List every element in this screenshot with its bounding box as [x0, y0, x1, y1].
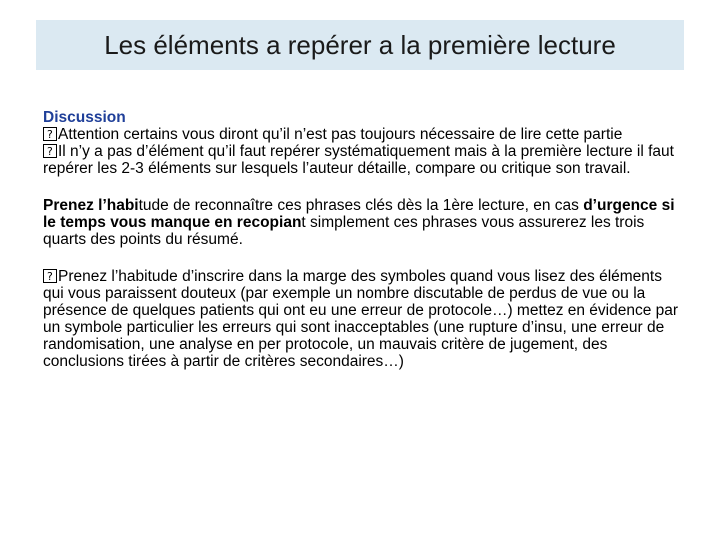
spacer [43, 248, 683, 268]
bullet-margin-symbols [43, 268, 683, 370]
bullet-margin-symbols-text: Prenez l’habitude d’inscrire dans la marge des symboles quand vous lisez des éléments qui vous paraissent douteux (par exemple un nombre discutable de perdus de vue ou la présence de quelques patients qui ont eu une erreur de protocole…) mettez en évidence par un symbole particulier les erreurs qui sont inacceptables (une rupture d’insu, une erreur de randomisation, une analyse en per protocole, un mauvais critère de jugement, des conclusions tirées à partir de critères secondaires…) [43, 268, 679, 370]
bullet-elements [43, 143, 683, 177]
slide-title-text: Les éléments a repérer a la première lecture [104, 29, 616, 60]
bullet-attention [43, 126, 683, 143]
slide-title [36, 20, 684, 70]
missing-glyph-box-icon [43, 269, 57, 283]
bullet-attention-text: Attention certains vous diront qu’il n’est pas toujours nécessaire de lire cette partie [58, 126, 623, 143]
discussion-heading: Discussion [43, 109, 126, 126]
habit-bold-1: Prenez l’habi [43, 197, 139, 214]
missing-glyph-box-icon [43, 127, 57, 141]
bullet-elements-text: Il n’y a pas d’élément qu’il faut repérer systématiquement mais à la première lecture il faut repérer les 2-3 éléments sur lesquels l’auteur détaille, compare ou critique son travail. [43, 143, 674, 177]
missing-glyph-box-icon [43, 144, 57, 158]
habit-paragraph [43, 197, 683, 248]
habit-normal-2: t simplement ces phrases vous assurerez les trois quarts des points du résumé. [43, 214, 645, 248]
habit-normal-1: tude de reconnaître ces phrases clés dès la 1ère lecture, en cas [138, 197, 584, 214]
spacer [43, 177, 683, 197]
slide-body [43, 109, 683, 370]
habit-bold-2: d’urgence si le temps vous manque en recopian [43, 197, 675, 231]
